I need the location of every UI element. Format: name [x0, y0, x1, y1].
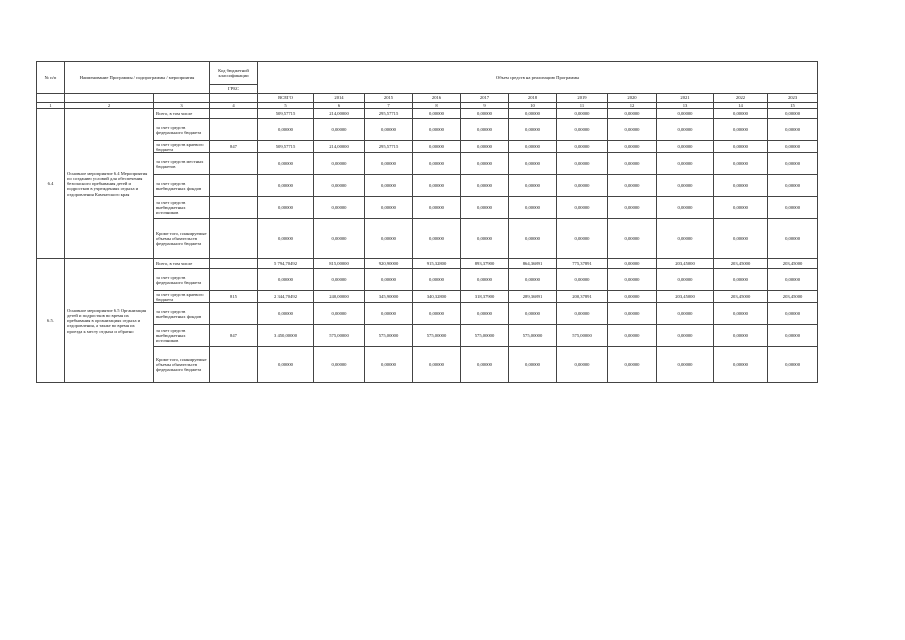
amount-cell: 0,00000 [314, 175, 365, 197]
header-year: 2023 [768, 94, 818, 103]
amount-cell: 0,00000 [608, 259, 657, 269]
amount-cell: 0,00000 [557, 141, 608, 153]
grbs-code [210, 197, 258, 219]
amount-cell: 0,00000 [258, 153, 314, 175]
amount-cell: 0,00000 [509, 197, 557, 219]
amount-cell: 295,57715 [365, 109, 413, 119]
amount-cell: 2 344,70492 [258, 291, 314, 303]
column-number: 3 [154, 103, 210, 109]
table-row [37, 197, 818, 219]
amount-cell: 0,00000 [608, 291, 657, 303]
header-name: Наименование Программы / подпрограммы / мероприятия [65, 62, 210, 94]
grbs-code [210, 269, 258, 291]
amount-cell: 0,00000 [657, 325, 714, 347]
amount-cell: 0,00000 [258, 119, 314, 141]
amount-cell: 0,00000 [258, 219, 314, 259]
amount-cell: 0,00000 [608, 219, 657, 259]
section-name: Основное мероприятие 6.4 Мероприятия по созданию условий для обеспечения безопасного пребывания детей и подростков в учреждениях отдыха и оздоровления Камчатского края [65, 109, 154, 259]
column-number: 8 [413, 103, 461, 109]
amount-cell: 0,00000 [461, 119, 509, 141]
section-number: 6.4 [37, 109, 65, 259]
amount-cell: 0,00000 [314, 119, 365, 141]
amount-cell: 0,00000 [509, 219, 557, 259]
amount-cell: 0,00000 [768, 303, 818, 325]
amount-cell: 0,00000 [557, 219, 608, 259]
amount-cell: 0,00000 [714, 119, 768, 141]
table-row [37, 303, 818, 325]
column-number: 13 [657, 103, 714, 109]
amount-cell: 0,00000 [365, 269, 413, 291]
column-number: 11 [557, 103, 608, 109]
table-row [37, 141, 818, 153]
grbs-code [210, 219, 258, 259]
funding-source-label: за счет средств краевого бюджета [154, 291, 210, 303]
header-year: 2017 [461, 94, 509, 103]
table-row [37, 219, 818, 259]
amount-cell: 0,00000 [509, 269, 557, 291]
amount-cell: 0,00000 [768, 325, 818, 347]
amount-cell: 0,00000 [657, 303, 714, 325]
amount-cell: 203,45000 [714, 291, 768, 303]
column-number: 10 [509, 103, 557, 109]
amount-cell: 0,00000 [557, 119, 608, 141]
amount-cell: 509,57715 [258, 141, 314, 153]
amount-cell: 0,00000 [461, 141, 509, 153]
amount-cell: 0,00000 [461, 269, 509, 291]
amount-cell: 0,00000 [608, 109, 657, 119]
column-number: 5 [258, 103, 314, 109]
amount-cell: 0,00000 [461, 303, 509, 325]
amount-cell: 0,00000 [413, 303, 461, 325]
grbs-code [210, 259, 258, 269]
grbs-code: 815 [210, 291, 258, 303]
amount-cell: 203,45000 [657, 259, 714, 269]
amount-cell: 0,00000 [258, 197, 314, 219]
column-number: 9 [461, 103, 509, 109]
amount-cell: 0,00000 [461, 175, 509, 197]
amount-cell: 0,00000 [509, 109, 557, 119]
grbs-code: 847 [210, 325, 258, 347]
amount-cell: 0,00000 [509, 347, 557, 383]
column-number: 14 [714, 103, 768, 109]
amount-cell: 0,00000 [314, 153, 365, 175]
table-row [37, 291, 818, 303]
grbs-code [210, 347, 258, 383]
amount-cell: 0,00000 [557, 303, 608, 325]
amount-cell: 0,00000 [258, 303, 314, 325]
amount-cell: 575,00000 [461, 325, 509, 347]
amount-cell: 0,00000 [714, 347, 768, 383]
amount-cell: 0,00000 [413, 141, 461, 153]
amount-cell: 0,00000 [714, 141, 768, 153]
amount-cell: 0,00000 [413, 109, 461, 119]
amount-cell: 0,00000 [714, 303, 768, 325]
amount-cell: 0,00000 [657, 347, 714, 383]
amount-cell: 289,36891 [509, 291, 557, 303]
amount-cell: 0,00000 [657, 153, 714, 175]
amount-cell: 0,00000 [714, 175, 768, 197]
amount-cell: 0,00000 [657, 269, 714, 291]
amount-cell: 0,00000 [258, 175, 314, 197]
amount-cell: 0,00000 [608, 119, 657, 141]
grbs-code [210, 153, 258, 175]
amount-cell: 0,00000 [365, 347, 413, 383]
amount-cell: 0,00000 [413, 175, 461, 197]
header-year-blank-2 [65, 94, 154, 103]
amount-cell: 0,00000 [768, 119, 818, 141]
amount-cell: 0,00000 [768, 269, 818, 291]
amount-cell: 0,00000 [768, 175, 818, 197]
funding-source-label: Кроме того, планируемые объемы обязательств федерального бюджета [154, 347, 210, 383]
table-row [37, 325, 818, 347]
column-number: 15 [768, 103, 818, 109]
amount-cell: 0,00000 [509, 153, 557, 175]
amount-cell: 0,00000 [714, 109, 768, 119]
amount-cell: 0,00000 [657, 197, 714, 219]
amount-cell: 0,00000 [657, 219, 714, 259]
column-number: 7 [365, 103, 413, 109]
funding-source-label: за счет средств федерального бюджета [154, 269, 210, 291]
amount-cell: 0,00000 [557, 153, 608, 175]
header-num: № п/п [37, 62, 65, 94]
amount-cell: 920,90000 [365, 259, 413, 269]
amount-cell: 775,37891 [557, 259, 608, 269]
header-volume: Объем средств на реализацию Программы [258, 62, 818, 94]
amount-cell: 0,00000 [365, 219, 413, 259]
amount-cell: 0,00000 [714, 197, 768, 219]
table-row [37, 153, 818, 175]
header-year: 2018 [509, 94, 557, 103]
amount-cell: 575,00000 [314, 325, 365, 347]
section-number: 6.5. [37, 259, 65, 383]
grbs-code [210, 119, 258, 141]
table-row [37, 259, 818, 269]
amount-cell: 0,00000 [608, 153, 657, 175]
grbs-code [210, 175, 258, 197]
amount-cell: 0,00000 [768, 347, 818, 383]
header-year: 2022 [714, 94, 768, 103]
amount-cell: 915,32800 [413, 259, 461, 269]
amount-cell: 0,00000 [714, 269, 768, 291]
amount-cell: 345,90000 [365, 291, 413, 303]
header-year: 2020 [608, 94, 657, 103]
amount-cell: 0,00000 [768, 197, 818, 219]
amount-cell: 0,00000 [608, 141, 657, 153]
amount-cell: 0,00000 [768, 109, 818, 119]
amount-cell: 214,00000 [314, 141, 365, 153]
amount-cell: 200,37891 [557, 291, 608, 303]
amount-cell: 0,00000 [608, 197, 657, 219]
amount-cell: 203,45000 [768, 291, 818, 303]
funding-source-label: Всего, в том числе [154, 259, 210, 269]
amount-cell: 0,00000 [714, 325, 768, 347]
amount-cell: 0,00000 [365, 153, 413, 175]
amount-cell: 0,00000 [413, 153, 461, 175]
amount-cell: 0,00000 [557, 269, 608, 291]
amount-cell: 0,00000 [413, 119, 461, 141]
amount-cell: 0,00000 [768, 219, 818, 259]
funding-source-label: за счет средств внебюджетных фондов [154, 303, 210, 325]
amount-cell: 0,00000 [461, 219, 509, 259]
amount-cell: 0,00000 [714, 219, 768, 259]
column-number: 6 [314, 103, 365, 109]
amount-cell: 0,00000 [768, 141, 818, 153]
amount-cell: 0,00000 [608, 303, 657, 325]
amount-cell: 0,00000 [509, 303, 557, 325]
amount-cell: 0,00000 [714, 153, 768, 175]
header-year-blank-3 [154, 94, 210, 103]
amount-cell: 0,00000 [608, 175, 657, 197]
amount-cell: 0,00000 [608, 269, 657, 291]
budget-table [36, 61, 818, 383]
header-year-blank-4 [210, 94, 258, 103]
column-number: 12 [608, 103, 657, 109]
amount-cell: 0,00000 [509, 175, 557, 197]
amount-cell: 203,45000 [714, 259, 768, 269]
amount-cell: 0,00000 [413, 347, 461, 383]
amount-cell: 815,00000 [314, 259, 365, 269]
amount-cell: 0,00000 [365, 175, 413, 197]
amount-cell: 0,00000 [657, 175, 714, 197]
header-year: ВСЕГО [258, 94, 314, 103]
amount-cell: 0,00000 [258, 269, 314, 291]
funding-source-label: за счет средств внебюджетных источников [154, 325, 210, 347]
funding-source-label: за счет средств внебюджетных источников [154, 197, 210, 219]
amount-cell: 575,00000 [365, 325, 413, 347]
header-year: 2016 [413, 94, 461, 103]
amount-cell: 203,45000 [768, 259, 818, 269]
amount-cell: 0,00000 [557, 197, 608, 219]
amount-cell: 0,00000 [557, 347, 608, 383]
funding-source-label: за счет средств краевого бюджета [154, 141, 210, 153]
funding-source-label: за счет средств внебюджетных фондов [154, 175, 210, 197]
amount-cell: 0,00000 [461, 347, 509, 383]
grbs-code: 847 [210, 141, 258, 153]
amount-cell: 0,00000 [509, 141, 557, 153]
amount-cell: 0,00000 [413, 197, 461, 219]
amount-cell: 893,37900 [461, 259, 509, 269]
column-number: 2 [65, 103, 154, 109]
funding-source-label: за счет средств федерального бюджета [154, 119, 210, 141]
amount-cell: 0,00000 [657, 141, 714, 153]
amount-cell: 0,00000 [258, 347, 314, 383]
amount-cell: 0,00000 [413, 269, 461, 291]
amount-cell: 509,57715 [258, 109, 314, 119]
amount-cell: 5 794,70492 [258, 259, 314, 269]
amount-cell: 214,00000 [314, 109, 365, 119]
amount-cell: 0,00000 [461, 153, 509, 175]
amount-cell: 0,00000 [314, 219, 365, 259]
table-row [37, 175, 818, 197]
amount-cell: 240,00000 [314, 291, 365, 303]
header-year: 2015 [365, 94, 413, 103]
amount-cell: 0,00000 [657, 109, 714, 119]
amount-cell: 0,00000 [461, 197, 509, 219]
amount-cell: 318,37900 [461, 291, 509, 303]
table-row [37, 347, 818, 383]
amount-cell: 0,00000 [768, 153, 818, 175]
table-row [37, 119, 818, 141]
amount-cell: 0,00000 [657, 119, 714, 141]
column-number: 1 [37, 103, 65, 109]
header-code: Код бюджетной классификации [210, 62, 258, 85]
header-year: 2021 [657, 94, 714, 103]
funding-source-label: Кроме того, планируемые объемы обязательств федерального бюджета [154, 219, 210, 259]
amount-cell: 0,00000 [608, 347, 657, 383]
amount-cell: 0,00000 [557, 175, 608, 197]
grbs-code [210, 303, 258, 325]
amount-cell: 0,00000 [365, 119, 413, 141]
column-number: 4 [210, 103, 258, 109]
header-year: 2014 [314, 94, 365, 103]
amount-cell: 0,00000 [314, 347, 365, 383]
amount-cell: 575,00000 [413, 325, 461, 347]
amount-cell: 0,00000 [365, 197, 413, 219]
amount-cell: 340,32800 [413, 291, 461, 303]
section-name: Основное мероприятие 6.5 Организация детей и подростков во время их пребывания в организациях отдыха и оздоровления, а также во время их проезда к месту отдыха и обратно [65, 259, 154, 383]
amount-cell: 0,00000 [413, 219, 461, 259]
grbs-code [210, 109, 258, 119]
table-row [37, 269, 818, 291]
amount-cell: 0,00000 [509, 119, 557, 141]
amount-cell: 0,00000 [314, 197, 365, 219]
amount-cell: 203,45000 [657, 291, 714, 303]
amount-cell: 575,00000 [557, 325, 608, 347]
amount-cell: 0,00000 [557, 109, 608, 119]
table-row [37, 109, 818, 119]
amount-cell: 3 450,00000 [258, 325, 314, 347]
funding-source-label: за счет средств местных бюджетов [154, 153, 210, 175]
amount-cell: 575,00000 [509, 325, 557, 347]
header-year-blank-1 [37, 94, 65, 103]
amount-cell: 0,00000 [365, 303, 413, 325]
amount-cell: 0,00000 [608, 325, 657, 347]
funding-source-label: Всего, в том числе [154, 109, 210, 119]
amount-cell: 864,36891 [509, 259, 557, 269]
amount-cell: 295,57715 [365, 141, 413, 153]
amount-cell: 0,00000 [314, 269, 365, 291]
header-code-grbs: ГРБС [210, 85, 258, 94]
amount-cell: 0,00000 [461, 109, 509, 119]
header-year: 2019 [557, 94, 608, 103]
amount-cell: 0,00000 [314, 303, 365, 325]
